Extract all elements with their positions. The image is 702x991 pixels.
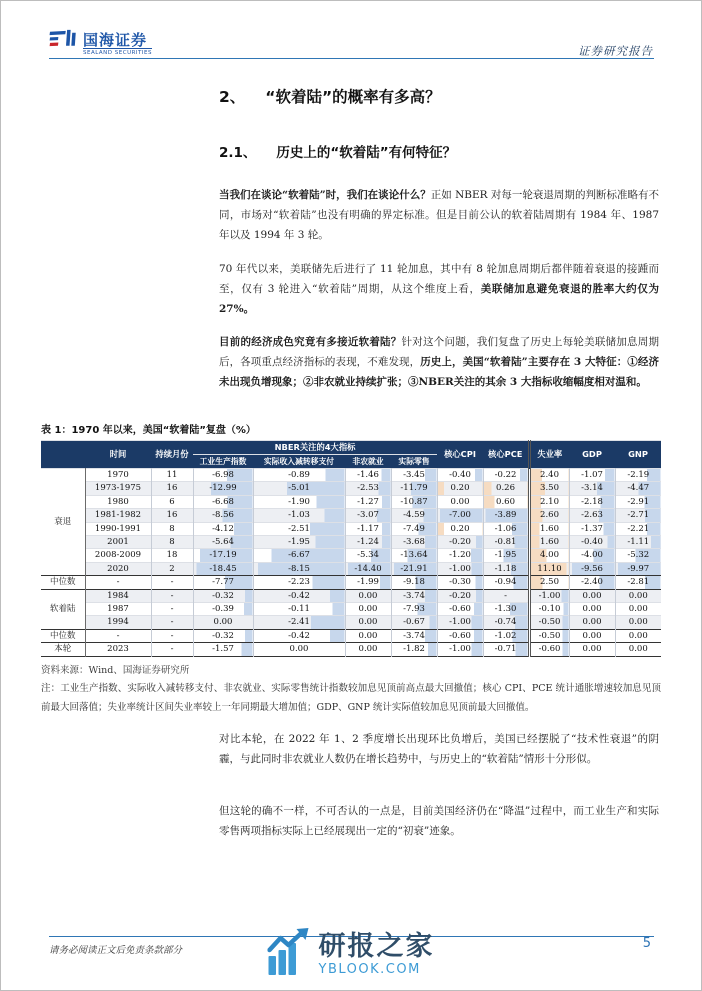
- cell-value: -10.87: [391, 495, 437, 508]
- cell-months: 16: [151, 482, 193, 495]
- section-heading: [219, 85, 441, 107]
- table-row: [41, 469, 661, 482]
- cell-value: 0.00: [569, 643, 615, 656]
- cell-value: -8.15: [253, 562, 345, 575]
- cell-value: 0.20: [437, 522, 483, 535]
- logo-company-name-en: SEALAND SECURITIES: [83, 50, 153, 56]
- cell-value: -1.18: [483, 562, 529, 575]
- watermark-domain: YBLOOK.COM: [318, 961, 421, 977]
- cell-months: -: [151, 616, 193, 629]
- cell-time: 1984: [85, 589, 151, 602]
- cell-time: -: [85, 576, 151, 589]
- table-row: [41, 482, 661, 495]
- cell-value: 2.10: [529, 495, 569, 508]
- cell-value: -2.19: [615, 469, 661, 482]
- watermark-name: 研报之家: [318, 930, 435, 962]
- cell-time: 2023: [85, 643, 151, 656]
- cell-value: -0.32: [193, 589, 253, 602]
- cell-value: -1.95: [483, 549, 529, 562]
- row-group-label: 中位数: [41, 576, 85, 589]
- cell-time: 1990-1991: [85, 522, 151, 535]
- replay-table-body: [41, 469, 661, 657]
- table-row: [41, 536, 661, 549]
- cell-time: 2020: [85, 562, 151, 575]
- cell-value: 0.00: [345, 589, 391, 602]
- cell-value: -6.67: [253, 549, 345, 562]
- cell-value: -1.27: [345, 495, 391, 508]
- replay-table: [41, 440, 661, 657]
- cell-value: -1.00: [437, 643, 483, 656]
- cell-value: -0.60: [437, 629, 483, 642]
- header-divider: [49, 58, 654, 59]
- header-unemployment: 失业率: [529, 441, 569, 469]
- paragraph: 目前的经济成色究竟有多接近软着陆？针对这个问题，我们复盘了历史上每轮美联储加息周期后，各项重点经济指标的表现，不难发现，历史上，美国“软着陆”主要存在 3 大特征：①经济未出现负增现象；②非农就业持续扩张；③NBER关注的其余 3 大指标收缩幅度相对温和。: [219, 336, 660, 388]
- cell-months: 2: [151, 562, 193, 575]
- cell-value: -7.77: [193, 576, 253, 589]
- table-block: [41, 421, 661, 717]
- cell-value: -8.56: [193, 509, 253, 522]
- cell-value: 0.26: [483, 482, 529, 495]
- cell-months: 11: [151, 469, 193, 482]
- cell-value: -2.51: [253, 522, 345, 535]
- cell-value: -0.94: [483, 576, 529, 589]
- cell-value: -18.45: [193, 562, 253, 575]
- subsection-title: 历史上的“软着陆”有何特征？: [276, 145, 457, 161]
- paragraph: 当我们在谈论“软着陆”时，我们在谈论什么？正如 NBER 对每一轮衰退周期的判断标准略有不同，市场对“软着陆”也没有明确的界定标准。但是目前公认的软着陆周期有 1984 年、1987 年以及 1994 年 3 轮。: [219, 189, 659, 241]
- cell-value: -0.20: [437, 589, 483, 602]
- footer-disclaimer: 请务必阅读正文后免责条款部分: [49, 945, 183, 956]
- table-row: [41, 562, 661, 575]
- row-group-label: 中位数: [41, 629, 85, 642]
- table-caption: 表 1：1970 年以来，美国“软着陆”复盘（%）: [41, 425, 256, 436]
- cell-value: -0.40: [569, 536, 615, 549]
- cell-value: -1.02: [483, 629, 529, 642]
- cell-value: 0.00: [615, 643, 661, 656]
- cell-value: -2.71: [615, 509, 661, 522]
- cell-value: -1.00: [529, 589, 569, 602]
- header-gnp: GNP: [615, 441, 661, 469]
- table-row: [41, 522, 661, 535]
- watermark-chart-icon: [268, 928, 310, 980]
- table-row: [41, 549, 661, 562]
- cell-value: 0.20: [437, 482, 483, 495]
- header-core-pce: 核心PCE: [483, 441, 529, 469]
- table-header: [41, 441, 661, 469]
- cell-value: -3.89: [483, 509, 529, 522]
- cell-months: -: [151, 589, 193, 602]
- cell-months: 8: [151, 536, 193, 549]
- cell-value: -2.18: [569, 495, 615, 508]
- table-row: [41, 589, 661, 602]
- cell-value: -2.41: [253, 616, 345, 629]
- cell-value: -0.42: [253, 589, 345, 602]
- cell-value: -7.49: [391, 522, 437, 535]
- cell-value: 0.00: [615, 589, 661, 602]
- sealand-logo-icon: [49, 29, 77, 59]
- cell-months: 6: [151, 495, 193, 508]
- cell-value: -7.00: [437, 509, 483, 522]
- header-real-income: 实际收入减转移支付: [253, 455, 345, 469]
- cell-months: 16: [151, 509, 193, 522]
- cell-value: -0.50: [529, 616, 569, 629]
- cell-value: -3.68: [391, 536, 437, 549]
- cell-months: 8: [151, 522, 193, 535]
- cell-value: -0.67: [391, 616, 437, 629]
- cell-value: 3.50: [529, 482, 569, 495]
- cell-value: -2.63: [569, 509, 615, 522]
- cell-months: -: [151, 576, 193, 589]
- cell-value: -1.46: [345, 469, 391, 482]
- cell-value: -2.23: [253, 576, 345, 589]
- cell-months: -: [151, 629, 193, 642]
- cell-value: -1.24: [345, 536, 391, 549]
- cell-value: -4.47: [615, 482, 661, 495]
- cell-value: 4.00: [529, 549, 569, 562]
- cell-value: 0.00: [569, 589, 615, 602]
- table-row: [41, 495, 661, 508]
- cell-value: -6.68: [193, 495, 253, 508]
- cell-value: -9.56: [569, 562, 615, 575]
- header-real-retail: 实际零售: [391, 455, 437, 469]
- cell-value: 11.10: [529, 562, 569, 575]
- cell-value: 1.60: [529, 536, 569, 549]
- header-core-cpi: 核心CPI: [437, 441, 483, 469]
- header-group-col: [41, 441, 85, 469]
- header-industrial-production: 工业生产指数: [193, 455, 253, 469]
- cell-value: -0.89: [253, 469, 345, 482]
- table-source: 资料来源：Wind、国海证券研究所: [41, 664, 190, 676]
- table-note: 注：工业生产指数、实际收入减转移支付、非农就业、实际零售统计指数较加息见顶前高点最大回撤值；核心 CPI、PCE 统计通胀增速较加息见顶前最大回落值；失业率统计区间失业率较上一年同期最大增加值；GDP、GNP 统计实际值较加息见顶前最大回撤值。: [41, 682, 661, 713]
- cell-value: -1.37: [569, 522, 615, 535]
- cell-value: -0.60: [529, 643, 569, 656]
- cell-value: -0.74: [483, 616, 529, 629]
- cell-value: -0.42: [253, 629, 345, 642]
- cell-value: -5.01: [253, 482, 345, 495]
- cell-value: -1.07: [569, 469, 615, 482]
- cell-value: -2.40: [569, 576, 615, 589]
- cell-value: 1.60: [529, 522, 569, 535]
- page-number: 5: [642, 936, 651, 951]
- cell-value: 0.00: [569, 603, 615, 616]
- cell-time: 1994: [85, 616, 151, 629]
- cell-value: -2.81: [615, 576, 661, 589]
- paragraph: 但这轮的确不一样，不可否认的一点是，目前美国经济仍在“降温”过程中，而工业生产和实际零售两项指标实际上已经展现出一定的“初衰”迹象。: [219, 805, 659, 837]
- header-gdp: GDP: [569, 441, 615, 469]
- cell-value: -6.98: [193, 469, 253, 482]
- cell-value: 0.00: [193, 616, 253, 629]
- cell-value: -1.06: [483, 522, 529, 535]
- cell-value: 0.60: [483, 495, 529, 508]
- cell-value: 0.00: [437, 495, 483, 508]
- cell-value: 0.00: [345, 629, 391, 642]
- cell-value: -0.10: [529, 603, 569, 616]
- cell-value: -13.64: [391, 549, 437, 562]
- cell-time: 1987: [85, 603, 151, 616]
- table-row: [41, 616, 661, 629]
- cell-value: 0.00: [615, 629, 661, 642]
- cell-value: -0.11: [253, 603, 345, 616]
- cell-value: -9.18: [391, 576, 437, 589]
- cell-value: -1.20: [437, 549, 483, 562]
- cell-value: -1.90: [253, 495, 345, 508]
- row-group-label: 本轮: [41, 643, 85, 656]
- cell-value: -1.57: [193, 643, 253, 656]
- cell-time: 2008-2009: [85, 549, 151, 562]
- cell-value: -0.50: [529, 629, 569, 642]
- logo-company-name: 国海证券: [83, 31, 148, 49]
- cell-value: 0.00: [569, 629, 615, 642]
- cell-months: 18: [151, 549, 193, 562]
- cell-value: -1.30: [483, 603, 529, 616]
- cell-value: -1.17: [345, 522, 391, 535]
- cell-value: -3.74: [391, 589, 437, 602]
- cell-value: -11.79: [391, 482, 437, 495]
- cell-value: -12.99: [193, 482, 253, 495]
- cell-value: -9.97: [615, 562, 661, 575]
- cell-value: -0.22: [483, 469, 529, 482]
- cell-value: -14.40: [345, 562, 391, 575]
- cell-value: 2.50: [529, 576, 569, 589]
- cell-value: -0.40: [437, 469, 483, 482]
- cell-value: -7.93: [391, 603, 437, 616]
- cell-value: -0.39: [193, 603, 253, 616]
- cell-value: -3.07: [345, 509, 391, 522]
- cell-value: -5.34: [345, 549, 391, 562]
- cell-value: 0.00: [345, 603, 391, 616]
- sealand-logo: [49, 29, 152, 59]
- table-row: [41, 643, 661, 656]
- cell-value: -0.30: [437, 576, 483, 589]
- page-header: [49, 29, 653, 59]
- paragraph: 对比本轮，在 2022 年 1、2 季度增长出现环比负增后，美国已经摆脱了“技术性衰退”的阴霾，与此同时非农就业人数仍在增长趋势中，与历史上的“软着陆”情形十分形似。: [219, 733, 659, 765]
- row-group-label: 衰退: [41, 469, 85, 576]
- cell-value: -1.82: [391, 643, 437, 656]
- header-time: 时间: [85, 441, 151, 469]
- cell-value: -3.45: [391, 469, 437, 482]
- section-title: “软着陆”的概率有多高？: [265, 88, 441, 106]
- cell-value: 0.00: [253, 643, 345, 656]
- table-row: [41, 629, 661, 642]
- cell-months: -: [151, 603, 193, 616]
- cell-time: 1981-1982: [85, 509, 151, 522]
- cell-time: 1970: [85, 469, 151, 482]
- cell-value: -3.14: [569, 482, 615, 495]
- section-number: 2、: [219, 88, 246, 106]
- cell-value: -21.91: [391, 562, 437, 575]
- cell-value: -0.71: [483, 643, 529, 656]
- cell-value: 2.60: [529, 509, 569, 522]
- subsection-number: 2.1、: [219, 145, 257, 161]
- cell-months: -: [151, 643, 193, 656]
- cell-value: -1.00: [437, 562, 483, 575]
- cell-value: -4.59: [391, 509, 437, 522]
- cell-value: -0.60: [437, 603, 483, 616]
- cell-value: -2.53: [345, 482, 391, 495]
- cell-value: -: [483, 589, 529, 602]
- paragraph: 70 年代以来，美联储先后进行了 11 轮加息，其中有 8 轮加息周期后都伴随着衰退的接踵而至，仅有 3 轮进入“软着陆”周期，从这个维度上看，美联储加息避免衰退的胜率大约仅为 27%。: [219, 263, 660, 315]
- watermark: [268, 928, 435, 980]
- cell-value: -1.99: [345, 576, 391, 589]
- cell-value: -5.64: [193, 536, 253, 549]
- cell-value: 0.00: [345, 643, 391, 656]
- header-months: 持续月份: [151, 441, 193, 469]
- cell-time: 1980: [85, 495, 151, 508]
- cell-value: -0.81: [483, 536, 529, 549]
- cell-value: -0.32: [193, 629, 253, 642]
- cell-value: 0.00: [615, 603, 661, 616]
- cell-time: -: [85, 629, 151, 642]
- table-row: [41, 603, 661, 616]
- table-row: [41, 509, 661, 522]
- cell-value: 2.40: [529, 469, 569, 482]
- cell-value: -2.21: [615, 522, 661, 535]
- cell-value: -1.00: [437, 616, 483, 629]
- cell-value: 0.00: [569, 616, 615, 629]
- header-nber-group: NBER关注的4大指标: [193, 441, 437, 455]
- cell-value: -3.74: [391, 629, 437, 642]
- row-group-label: 软着陆: [41, 589, 85, 629]
- cell-value: 0.00: [615, 616, 661, 629]
- subsection-heading: [219, 141, 456, 161]
- cell-value: 0.00: [345, 616, 391, 629]
- header-nonfarm-payrolls: 非农就业: [345, 455, 391, 469]
- cell-value: -5.32: [615, 549, 661, 562]
- cell-value: -4.00: [569, 549, 615, 562]
- cell-value: -0.20: [437, 536, 483, 549]
- cell-value: -17.19: [193, 549, 253, 562]
- cell-value: -1.11: [615, 536, 661, 549]
- cell-value: -2.91: [615, 495, 661, 508]
- table-row: [41, 576, 661, 589]
- cell-time: 2001: [85, 536, 151, 549]
- cell-time: 1973-1975: [85, 482, 151, 495]
- cell-value: -4.12: [193, 522, 253, 535]
- cell-value: -1.03: [253, 509, 345, 522]
- cell-value: -1.95: [253, 536, 345, 549]
- report-type-label: 证券研究报告: [578, 44, 653, 58]
